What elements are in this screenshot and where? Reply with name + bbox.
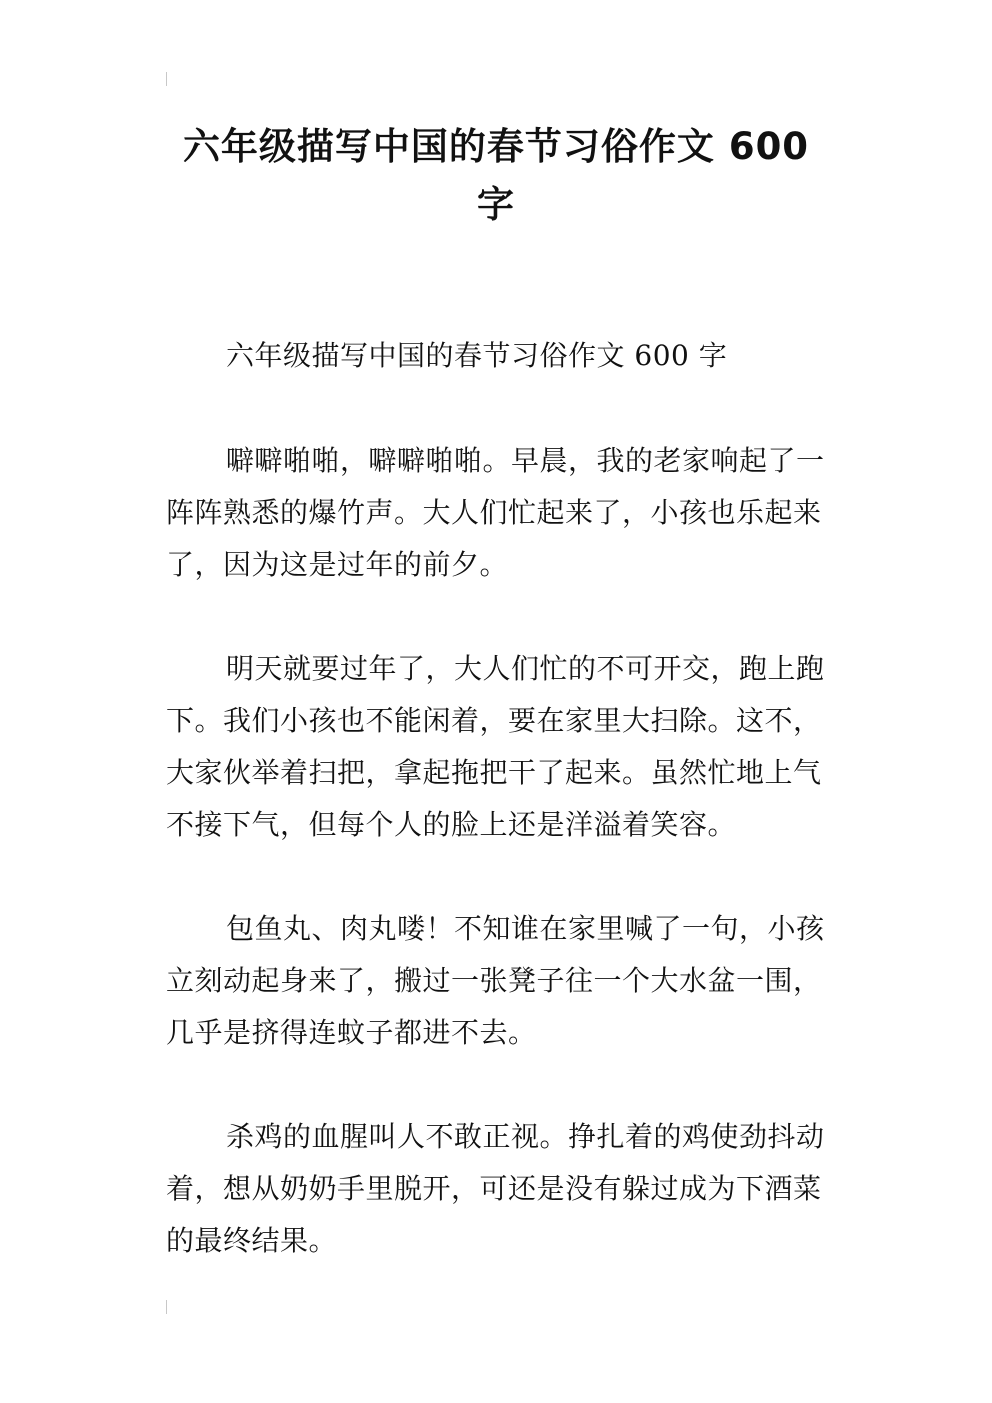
paragraph-2: 明天就要过年了，大人们忙的不可开交，跑上跑下。我们小孩也不能闲着，要在家里大扫除。这不，大家伙举着扫把，拿起拖把干了起来。虽然忙地上气不接下气，但每个人的脸上还是洋溢着笑容。 [166,652,825,841]
document-body [166,330,830,1267]
paragraph-4: 杀鸡的血腥叫人不敢正视。挣扎着的鸡使劲抖动着，想从奶奶手里脱开，可还是没有躲过成为下酒菜的最终结果。 [166,1120,825,1257]
paragraph-1: 噼噼啪啪，噼噼啪啪。早晨，我的老家响起了一阵阵熟悉的爆竹声。大人们忙起来了，小孩也乐起来了，因为这是过年的前夕。 [166,444,825,581]
paragraph-3: 包鱼丸、肉丸喽！不知谁在家里喊了一句，小孩立刻动起身来了，搬过一张凳子往一个大水盆一围，几乎是挤得连蚊子都进不去。 [166,912,825,1049]
crop-mark-top [166,72,167,86]
document-subtitle: 六年级描写中国的春节习俗作文 600 字 [226,339,728,372]
crop-mark-bottom [166,1300,167,1314]
document-title: 六年级描写中国的春节习俗作文 600 字 [182,125,810,226]
